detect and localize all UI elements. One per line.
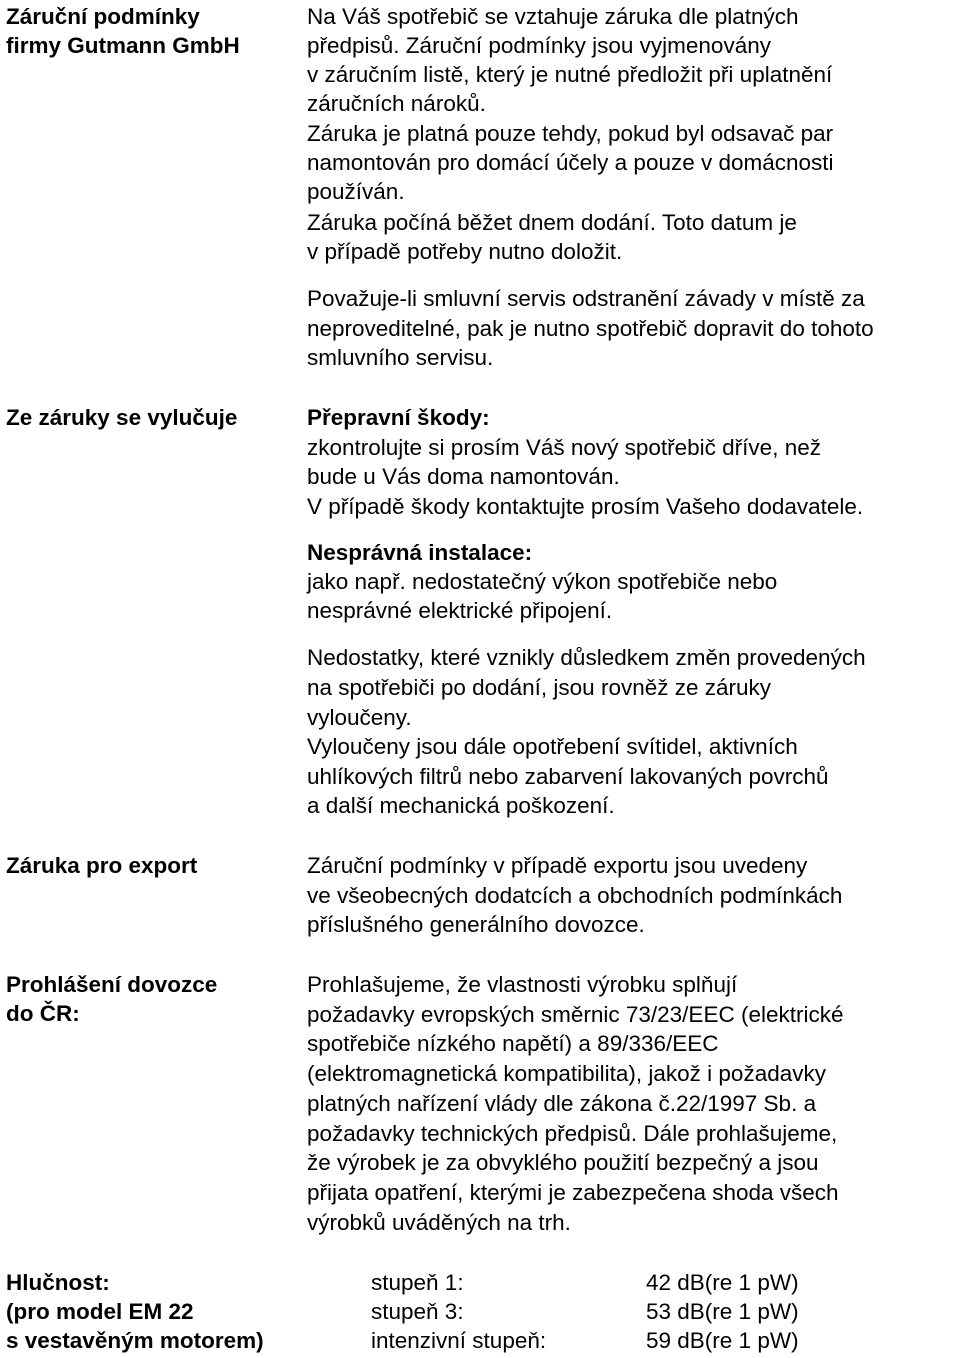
noise-level: stupeň 3: <box>371 1299 464 1324</box>
label-line: Záruka pro export <box>6 853 198 878</box>
text-line: uhlíkových filtrů nebo zabarvení lakovaných povrchů <box>307 764 829 789</box>
text-line: vyloučeny. <box>307 705 412 730</box>
text-line: neproveditelné, pak je nutno spotřebič dopravit do tohoto <box>307 316 874 341</box>
text-line: předpisů. Záruční podmínky jsou vyjmenovány <box>307 33 771 58</box>
text-line: a další mechanická poškození. <box>307 793 615 818</box>
text-line: přijata opatření, kterými je zabezpečena shoda všech <box>307 1180 839 1205</box>
noise-value: 59 dB(re 1 pW) <box>646 1328 799 1353</box>
text-line: (elektromagnetická kompatibilita), jakož i požadavky <box>307 1061 826 1086</box>
text-line: Nedostatky, které vznikly důsledkem změn provedených <box>307 645 866 670</box>
text-line: požadavky technických předpisů. Dále prohlašujeme, <box>307 1121 838 1146</box>
section-label-warranty-terms <box>6 2 296 60</box>
text-line: Prohlašujeme, že vlastnosti výrobku splňují <box>307 972 738 997</box>
noise-label-line: Hlučnost: <box>6 1270 110 1295</box>
text-line: Vyloučeny jsou dále opotřebení svítidel, aktivních <box>307 734 798 759</box>
text-line: v případě potřeby nutno doložit. <box>307 239 623 264</box>
text-line: platných nařízení vlády dle zákona č.22/1997 Sb. a <box>307 1091 817 1116</box>
text-line: smluvního servisu. <box>307 345 494 370</box>
text-line: zkontrolujte si prosím Váš nový spotřebič dříve, než <box>307 435 821 460</box>
subheading-incorrect-installation: Nesprávná instalace: <box>307 540 533 565</box>
noise-label-line: s vestavěným motorem) <box>6 1328 264 1353</box>
text-line: Záruka je platná pouze tehdy, pokud byl odsavač par <box>307 121 834 146</box>
text-line: spotřebiče nízkého napětí) a 89/336/EEC <box>307 1031 719 1056</box>
text-line: v záručním listě, který je nutné předložit při uplatnění <box>307 62 833 87</box>
text-line: V případě škody kontaktujte prosím Vašeho dodavatele. <box>307 494 864 519</box>
label-line: Prohlášení dovozce <box>6 972 218 997</box>
noise-level: intenzivní stupeň: <box>371 1328 547 1353</box>
text-line: výrobků uváděných na trh. <box>307 1210 571 1235</box>
section-label-export <box>6 851 296 880</box>
text-line: záručních nároků. <box>307 91 486 116</box>
text-line: namontován pro domácí účely a pouze v domácnosti <box>307 150 834 175</box>
text-line: že výrobek je za obvyklého použití bezpečný a jsou <box>307 1150 819 1175</box>
section-label-importer-declaration <box>6 970 296 1028</box>
text-line: příslušného generálního dovozce. <box>307 912 645 937</box>
text-line: bude u Vás doma namontován. <box>307 464 620 489</box>
text-line: Záruční podmínky v případě exportu jsou uvedeny <box>307 853 808 878</box>
text-line: používán. <box>307 179 405 204</box>
noise-level: stupeň 1: <box>371 1270 464 1295</box>
text-line: nesprávné elektrické připojení. <box>307 598 613 623</box>
text-line: ve všeobecných dodatcích a obchodních podmínkách <box>307 883 843 908</box>
text-line: Záruka počíná běžet dnem dodání. Toto datum je <box>307 210 797 235</box>
noise-value: 42 dB(re 1 pW) <box>646 1270 799 1295</box>
text-line: Na Váš spotřebič se vztahuje záruka dle platných <box>307 4 799 29</box>
subheading-transport-damage: Přepravní škody: <box>307 405 490 430</box>
text-line: na spotřebiči po dodání, jsou rovněž ze záruky <box>307 675 772 700</box>
label-line: Ze záruky se vylučuje <box>6 405 238 430</box>
label-line: firmy Gutmann GmbH <box>6 33 240 58</box>
section-label-exclusions <box>6 403 296 432</box>
label-line: Záruční podmínky <box>6 4 200 29</box>
text-line: Považuje-li smluvní servis odstranění závady v místě za <box>307 286 865 311</box>
noise-value: 53 dB(re 1 pW) <box>646 1299 799 1324</box>
noise-label-line: (pro model EM 22 <box>6 1299 194 1324</box>
text-line: požadavky evropských směrnic 73/23/EEC (elektrické <box>307 1002 844 1027</box>
text-line: jako např. nedostatečný výkon spotřebiče nebo <box>307 569 778 594</box>
label-line: do ČR: <box>6 1001 80 1026</box>
